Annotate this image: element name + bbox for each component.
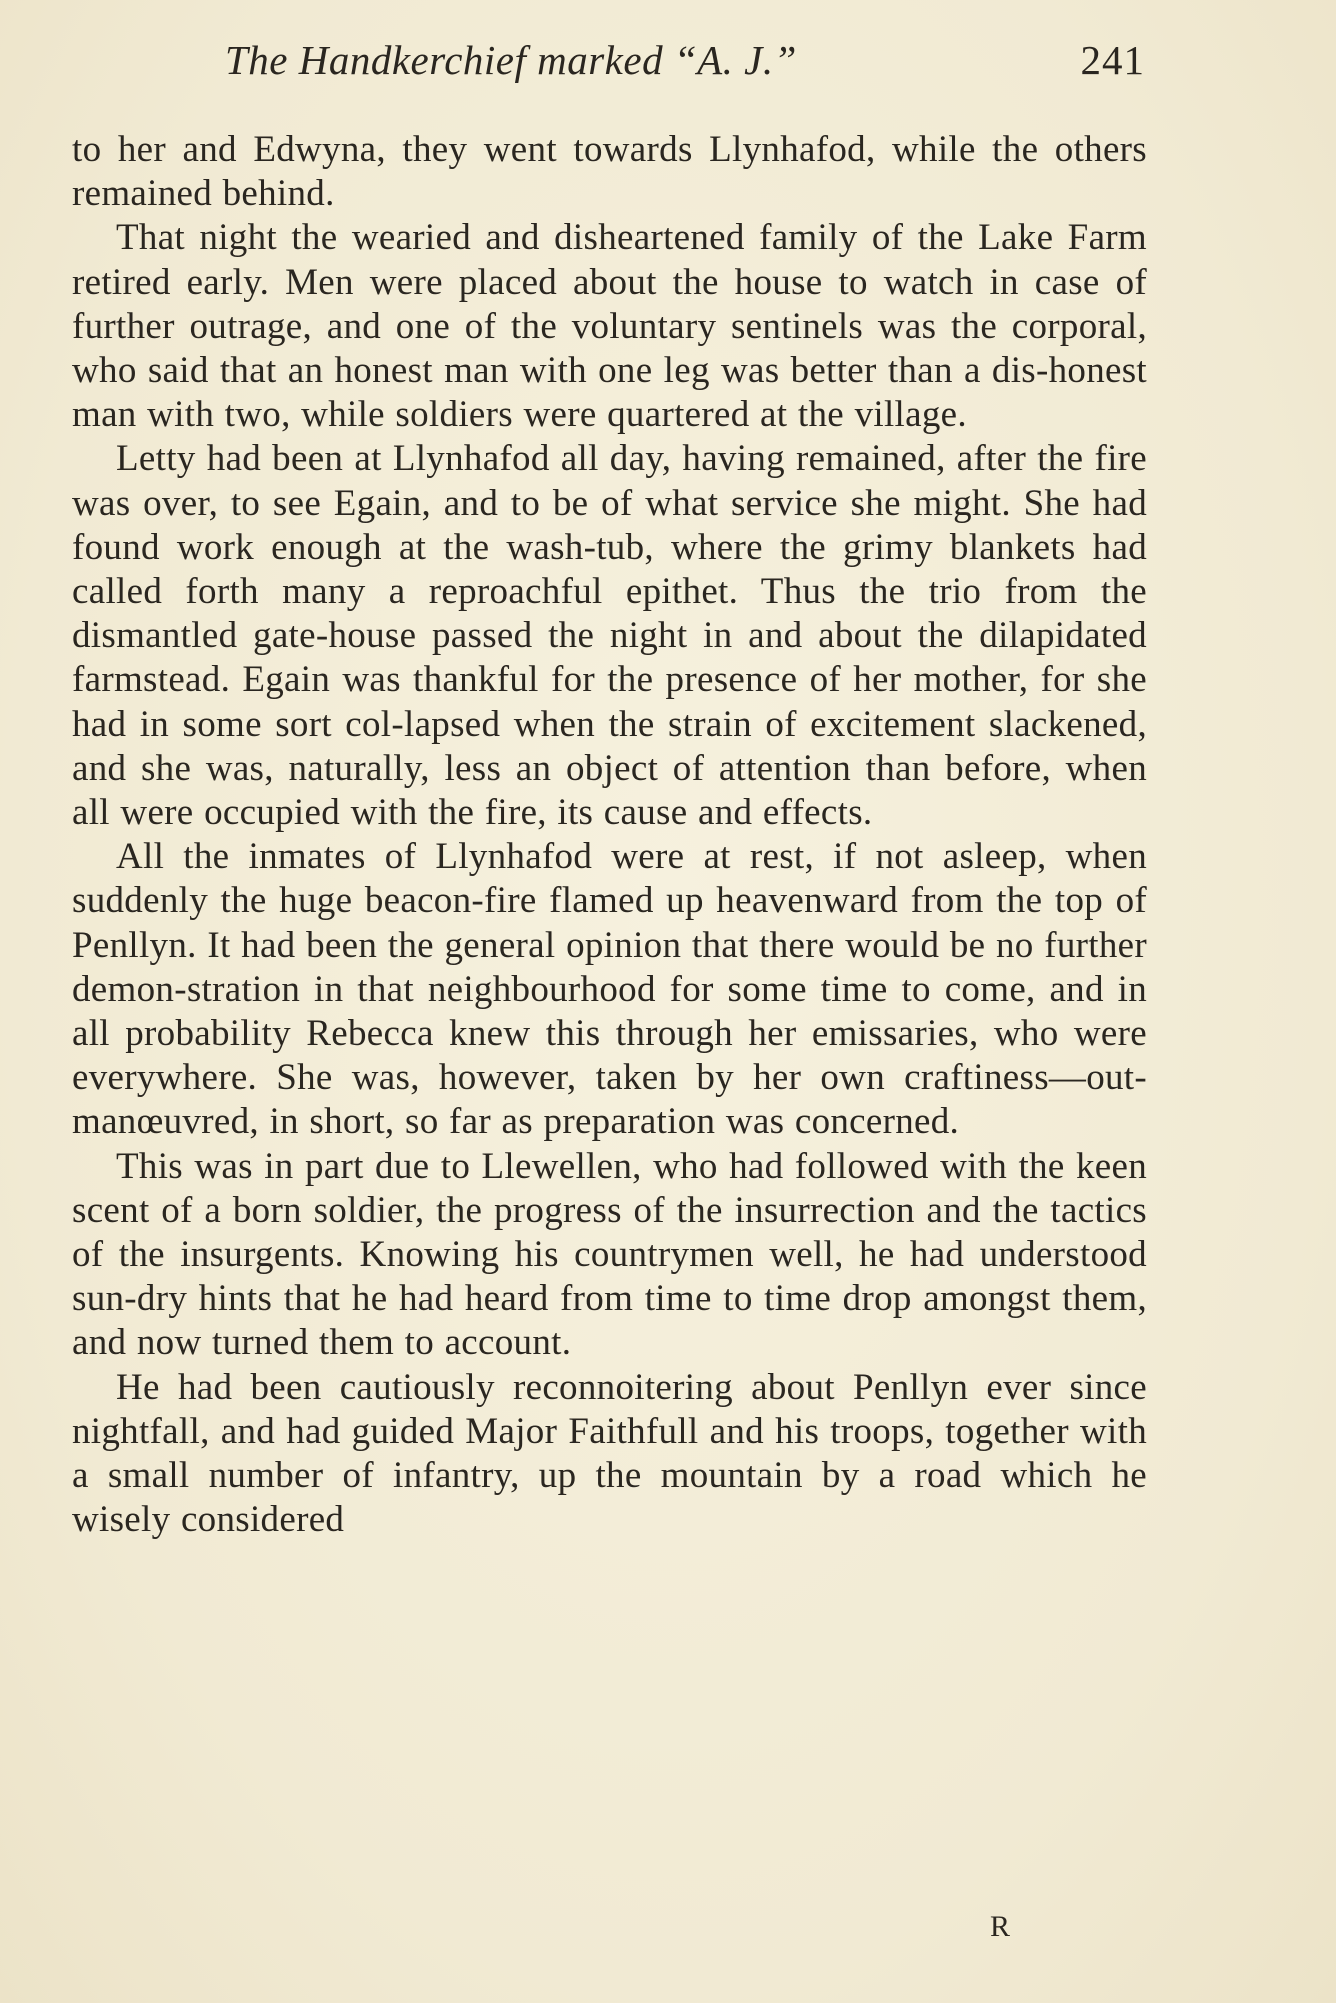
running-title: The Handkerchief marked “A. J.” — [225, 37, 797, 83]
paragraph-6: He had been cautiously reconnoitering about Penllyn ever since nightfall, and had guided Major Faithfull and his troops, together with a small number of infantry, up the mountain by a road which he wisely considered — [72, 1366, 1147, 1541]
running-head — [225, 36, 1145, 106]
paragraph-5: This was in part due to Llewellen, who had followed with the keen scent of a born soldier, the progress of the insurrection and the tactics of the insurgents. Knowing his countrymen well, he had understood sun-dry hints that he had heard from time to time drop amongst them, and now turned them to account. — [72, 1145, 1147, 1364]
paragraph-3: Letty had been at Llynhafod all day, having remained, after the fire was over, to see Egain, and to be of what service she might. She had found work enough at the wash-tub, where the grimy blankets had called forth many a reproachful epithet. Thus the trio from the dismantled gate-house passed the night in and about the dilapidated farmstead. Egain was thankful for the presence of her mother, for she had in some sort col-lapsed when the strain of excitement slackened, and she was, naturally, less an object of attention than before, when all were occupied with the fire, its cause and effects. — [72, 438, 1147, 834]
page-number: 241 — [1080, 37, 1145, 83]
body-text — [72, 128, 1147, 1543]
paragraph-1: to her and Edwyna, they went towards Llynhafod, while the others remained behind. — [72, 129, 1147, 215]
paragraph-2: That night the wearied and disheartened family of the Lake Farm retired early. Men were placed about the house to watch in case of further outrage, and one of the voluntary sentinels was the corporal, who said that an honest man with one leg was better than a dis-honest man with two, while soldiers were quartered at the village. — [72, 217, 1147, 436]
signature-mark: R — [990, 1910, 1012, 1943]
paragraph-4: All the inmates of Llynhafod were at rest, if not asleep, when suddenly the huge beacon-fire flamed up heavenward from the top of Penllyn. It had been the general opinion that there would be no further demon-stration in that neighbourhood for some time to come, and in all probability Rebecca knew this through her emissaries, who were everywhere. She was, however, taken by her own craftiness—out-manœuvred, in short, so far as preparation was concerned. — [72, 836, 1147, 1143]
